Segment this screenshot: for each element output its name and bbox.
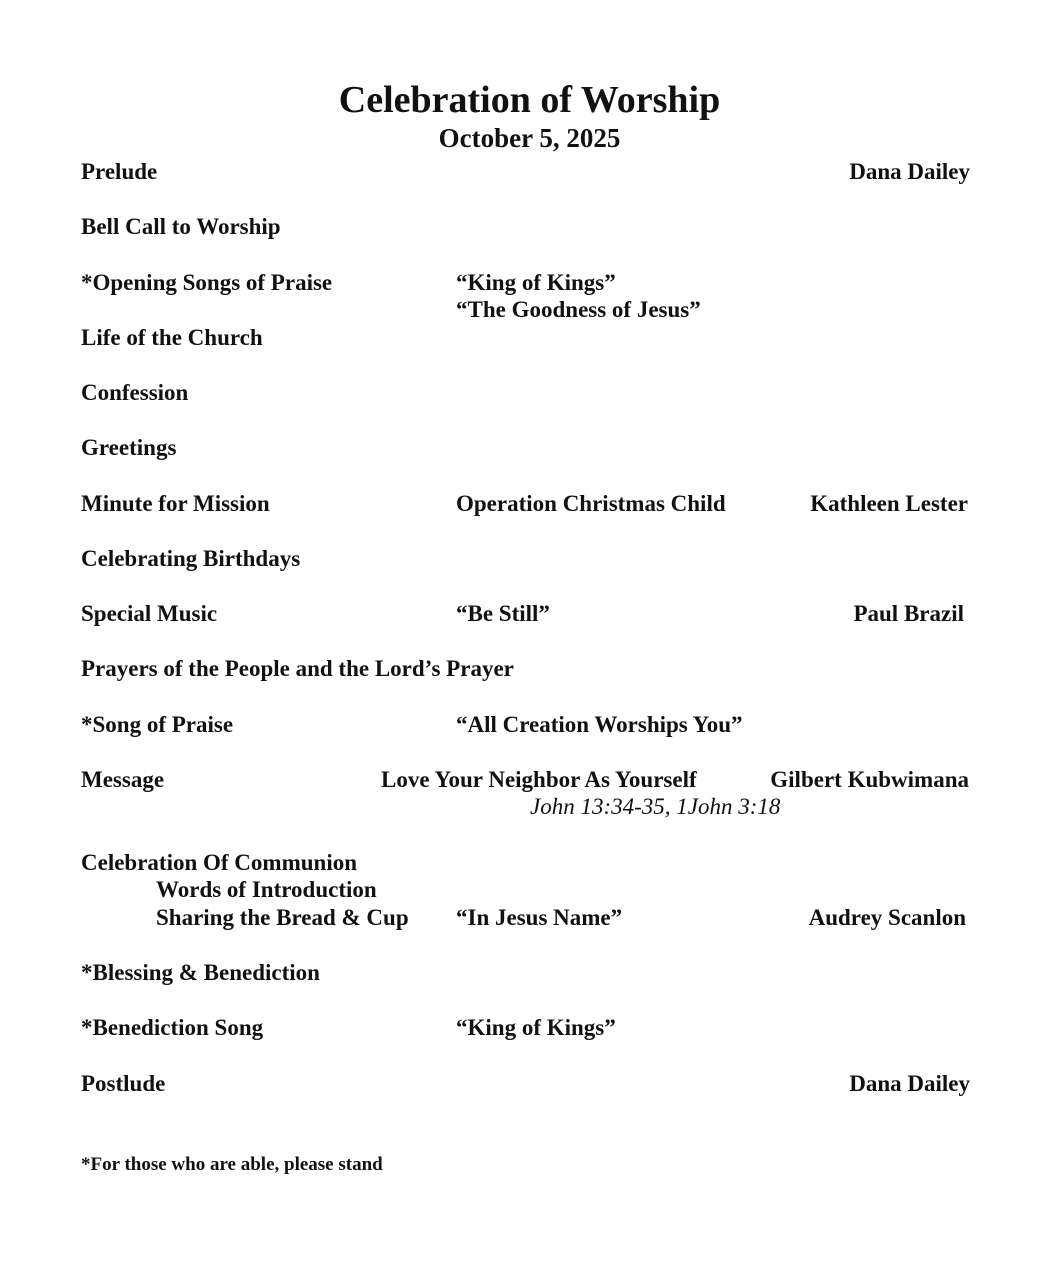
communion-leader: Audrey Scanlon [808, 905, 966, 930]
page-title: Celebration of Worship [338, 79, 721, 121]
communion-label: Celebration Of Communion [81, 850, 357, 875]
service-date: October 5, 2025 [438, 123, 621, 153]
postlude-leader: Dana Dailey [849, 1071, 970, 1096]
communion-song: “In Jesus Name” [456, 905, 623, 930]
song-of-praise-detail: “All Creation Worships You” [456, 712, 743, 737]
message-title: Love Your Neighbor As Yourself [381, 767, 697, 792]
celebrating-birthdays-label: Celebrating Birthdays [81, 546, 301, 571]
prelude-label: Prelude [81, 159, 158, 184]
greetings-label: Greetings [81, 435, 177, 460]
message-label: Message [81, 767, 165, 792]
opening-song-1: “King of Kings” [456, 270, 616, 295]
minute-for-mission-label: Minute for Mission [81, 491, 270, 516]
special-music-label: Special Music [81, 601, 218, 626]
prelude-leader: Dana Dailey [849, 159, 970, 184]
special-music-detail: “Be Still” [456, 601, 550, 626]
special-music-leader: Paul Brazil [853, 601, 964, 626]
message-leader: Gilbert Kubwimana [770, 767, 969, 792]
minute-for-mission-leader: Kathleen Lester [810, 491, 968, 516]
benediction-song-detail: “King of Kings” [456, 1015, 616, 1040]
minute-for-mission-detail: Operation Christmas Child [456, 491, 726, 516]
opening-songs-label: *Opening Songs of Praise [81, 270, 333, 295]
blessing-label: *Blessing & Benediction [81, 960, 320, 985]
postlude-label: Postlude [81, 1071, 166, 1096]
communion-sharing: Sharing the Bread & Cup [156, 905, 409, 930]
bell-call-label: Bell Call to Worship [81, 214, 281, 239]
message-scripture: John 13:34-35, 1John 3:18 [530, 794, 781, 819]
prayers-label: Prayers of the People and the Lord’s Prayer [81, 656, 514, 681]
benediction-song-label: *Benediction Song [81, 1015, 264, 1040]
confession-label: Confession [81, 380, 189, 405]
communion-introduction: Words of Introduction [156, 877, 377, 902]
life-of-church-label: Life of the Church [81, 325, 263, 350]
opening-song-2: “The Goodness of Jesus” [456, 297, 701, 322]
song-of-praise-label: *Song of Praise [81, 712, 234, 737]
standing-footnote: *For those who are able, please stand [81, 1154, 383, 1175]
